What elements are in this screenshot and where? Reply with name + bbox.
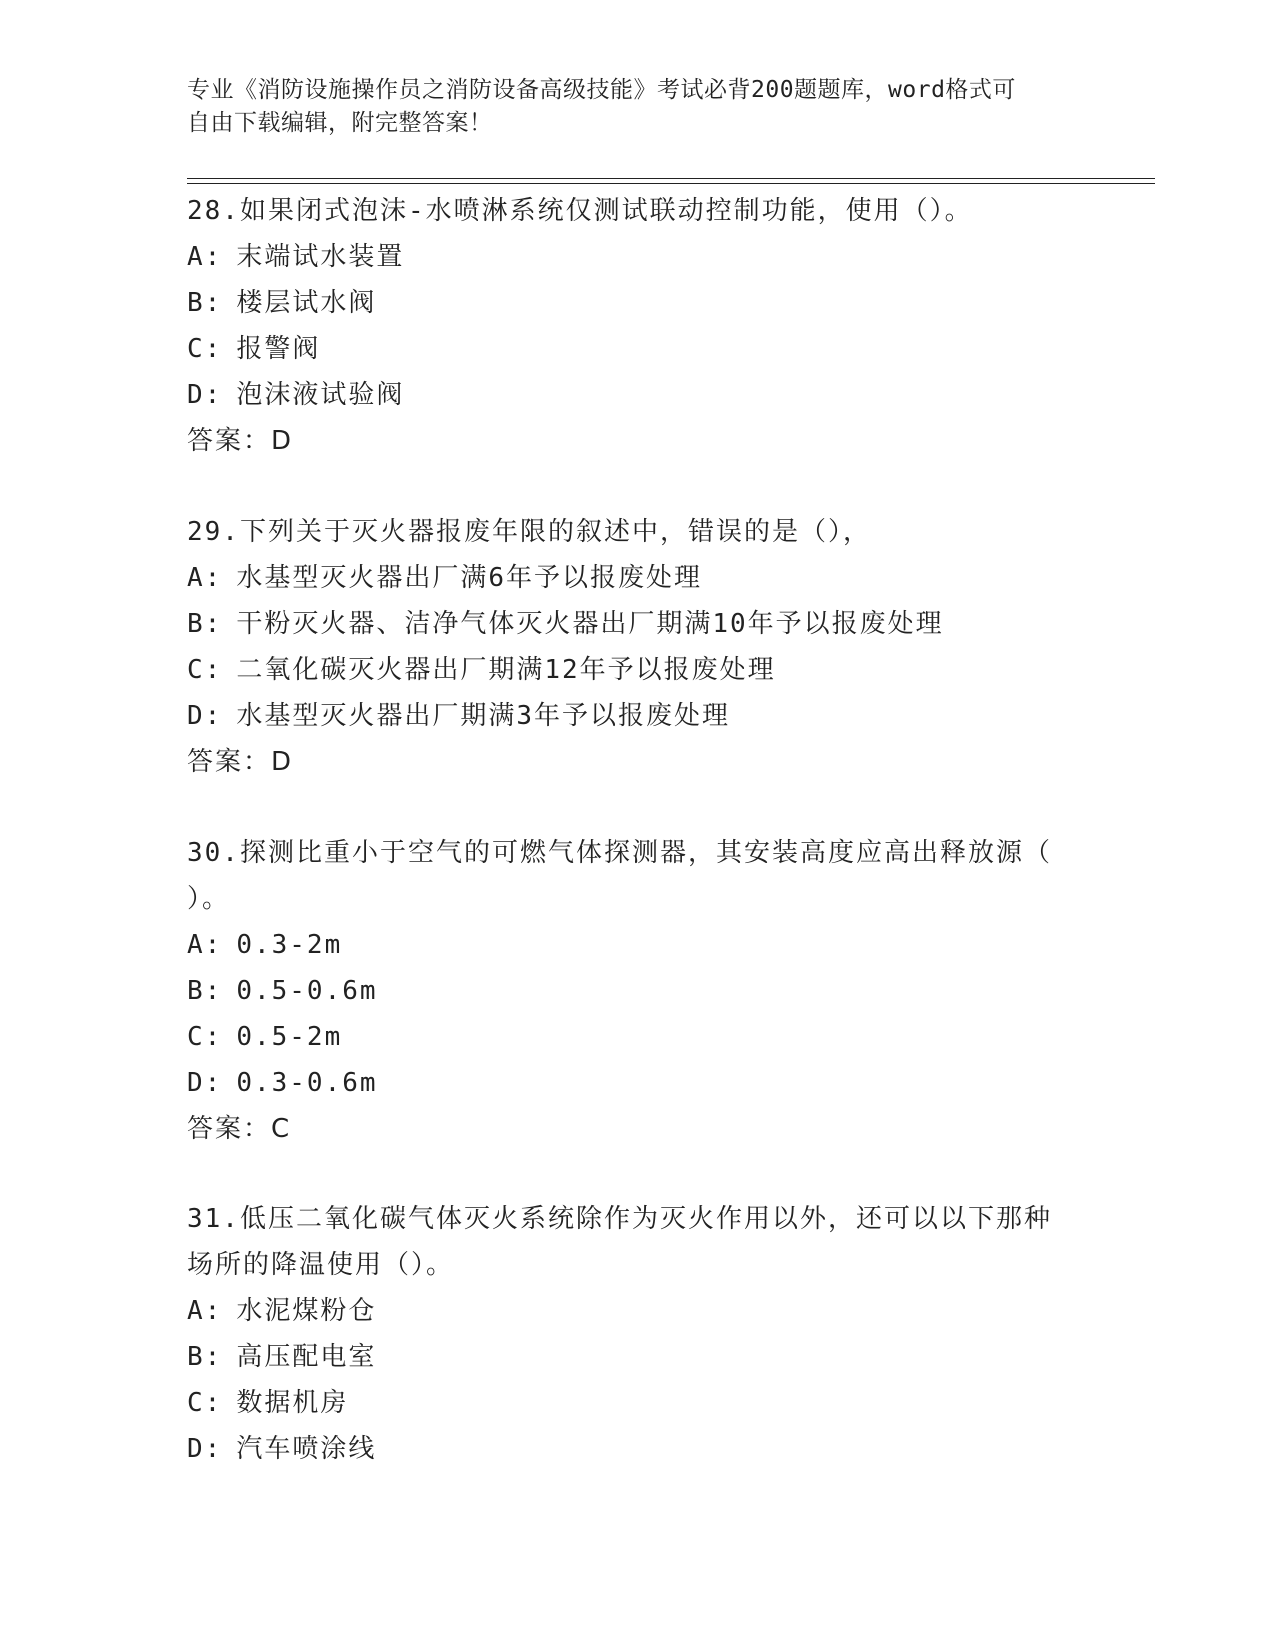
option-text: 干粉灭火器、洁净气体灭火器出厂期满10年予以报废处理 — [236, 609, 944, 639]
option-c — [187, 1014, 1087, 1060]
option-text: 水基型灭火器出厂满6年予以报废处理 — [236, 563, 702, 593]
option-text: 高压配电室 — [236, 1342, 377, 1372]
answer-line: 答案：D — [187, 747, 294, 777]
answer-line: 答案：C — [187, 1114, 292, 1144]
option-b — [187, 601, 1087, 647]
option-d — [187, 372, 1087, 418]
option-text: 水泥煤粉仓 — [236, 1296, 377, 1326]
option-letter: C: — [187, 655, 223, 685]
question-30 — [187, 830, 1087, 1152]
document-header — [187, 74, 1067, 140]
option-letter: A: — [187, 242, 223, 272]
question-stem-continuation: 场所的降温使用（）。 — [187, 1250, 455, 1280]
option-letter: D: — [187, 380, 223, 410]
option-d — [187, 693, 1087, 739]
option-text: 报警阀 — [236, 334, 321, 364]
option-d — [187, 1060, 1087, 1106]
question-31 — [187, 1196, 1087, 1472]
question-28 — [187, 188, 1087, 464]
option-text: 0.5-2m — [236, 1022, 343, 1052]
option-d — [187, 1426, 1087, 1472]
option-letter: C: — [187, 1022, 223, 1052]
option-b — [187, 280, 1087, 326]
header-divider-top — [187, 178, 1155, 179]
option-letter: A: — [187, 930, 223, 960]
question-stem: 29.下列关于灭火器报废年限的叙述中，错误的是（）， — [187, 517, 871, 547]
option-c — [187, 647, 1087, 693]
header-divider-bottom — [187, 183, 1155, 184]
question-29 — [187, 509, 1087, 785]
option-letter: B: — [187, 609, 223, 639]
question-stem-continuation: ）。 — [187, 884, 231, 914]
option-letter: C: — [187, 1388, 223, 1418]
answer-line: 答案：D — [187, 426, 294, 456]
option-letter: D: — [187, 1434, 223, 1464]
option-b — [187, 968, 1087, 1014]
option-text: 0.3-0.6m — [236, 1068, 378, 1098]
option-letter: B: — [187, 1342, 223, 1372]
option-letter: B: — [187, 976, 223, 1006]
option-letter: B: — [187, 288, 223, 318]
option-text: 楼层试水阀 — [236, 288, 377, 318]
option-a — [187, 1288, 1087, 1334]
option-text: 二氧化碳灭火器出厂期满12年予以报废处理 — [236, 655, 776, 685]
option-a — [187, 234, 1087, 280]
option-text: 泡沫液试验阀 — [236, 380, 405, 410]
option-letter: C: — [187, 334, 223, 364]
question-stem: 31.低压二氧化碳气体灭火系统除作为灭火作用以外，还可以以下那种 — [187, 1204, 1052, 1234]
question-stem: 28.如果闭式泡沫-水喷淋系统仅测试联动控制功能，使用（）。 — [187, 196, 973, 226]
option-b — [187, 1334, 1087, 1380]
option-text: 0.3-2m — [236, 930, 343, 960]
option-text: 汽车喷涂线 — [236, 1434, 377, 1464]
option-letter: A: — [187, 563, 223, 593]
header-line-2: 自由下载编辑，附完整答案！ — [187, 110, 493, 136]
option-c — [187, 1380, 1087, 1426]
option-a — [187, 555, 1087, 601]
option-letter: A: — [187, 1296, 223, 1326]
option-text: 水基型灭火器出厂期满3年予以报废处理 — [236, 701, 730, 731]
option-text: 末端试水装置 — [236, 242, 405, 272]
option-letter: D: — [187, 701, 223, 731]
option-c — [187, 326, 1087, 372]
option-letter: D: — [187, 1068, 223, 1098]
header-line-1: 专业《消防设施操作员之消防设备高级技能》考试必背200题题库，word格式可 — [187, 77, 1016, 103]
option-text: 0.5-0.6m — [236, 976, 378, 1006]
option-a — [187, 922, 1087, 968]
question-stem: 30.探测比重小于空气的可燃气体探测器，其安装高度应高出释放源（ — [187, 838, 1052, 868]
option-text: 数据机房 — [236, 1388, 349, 1418]
